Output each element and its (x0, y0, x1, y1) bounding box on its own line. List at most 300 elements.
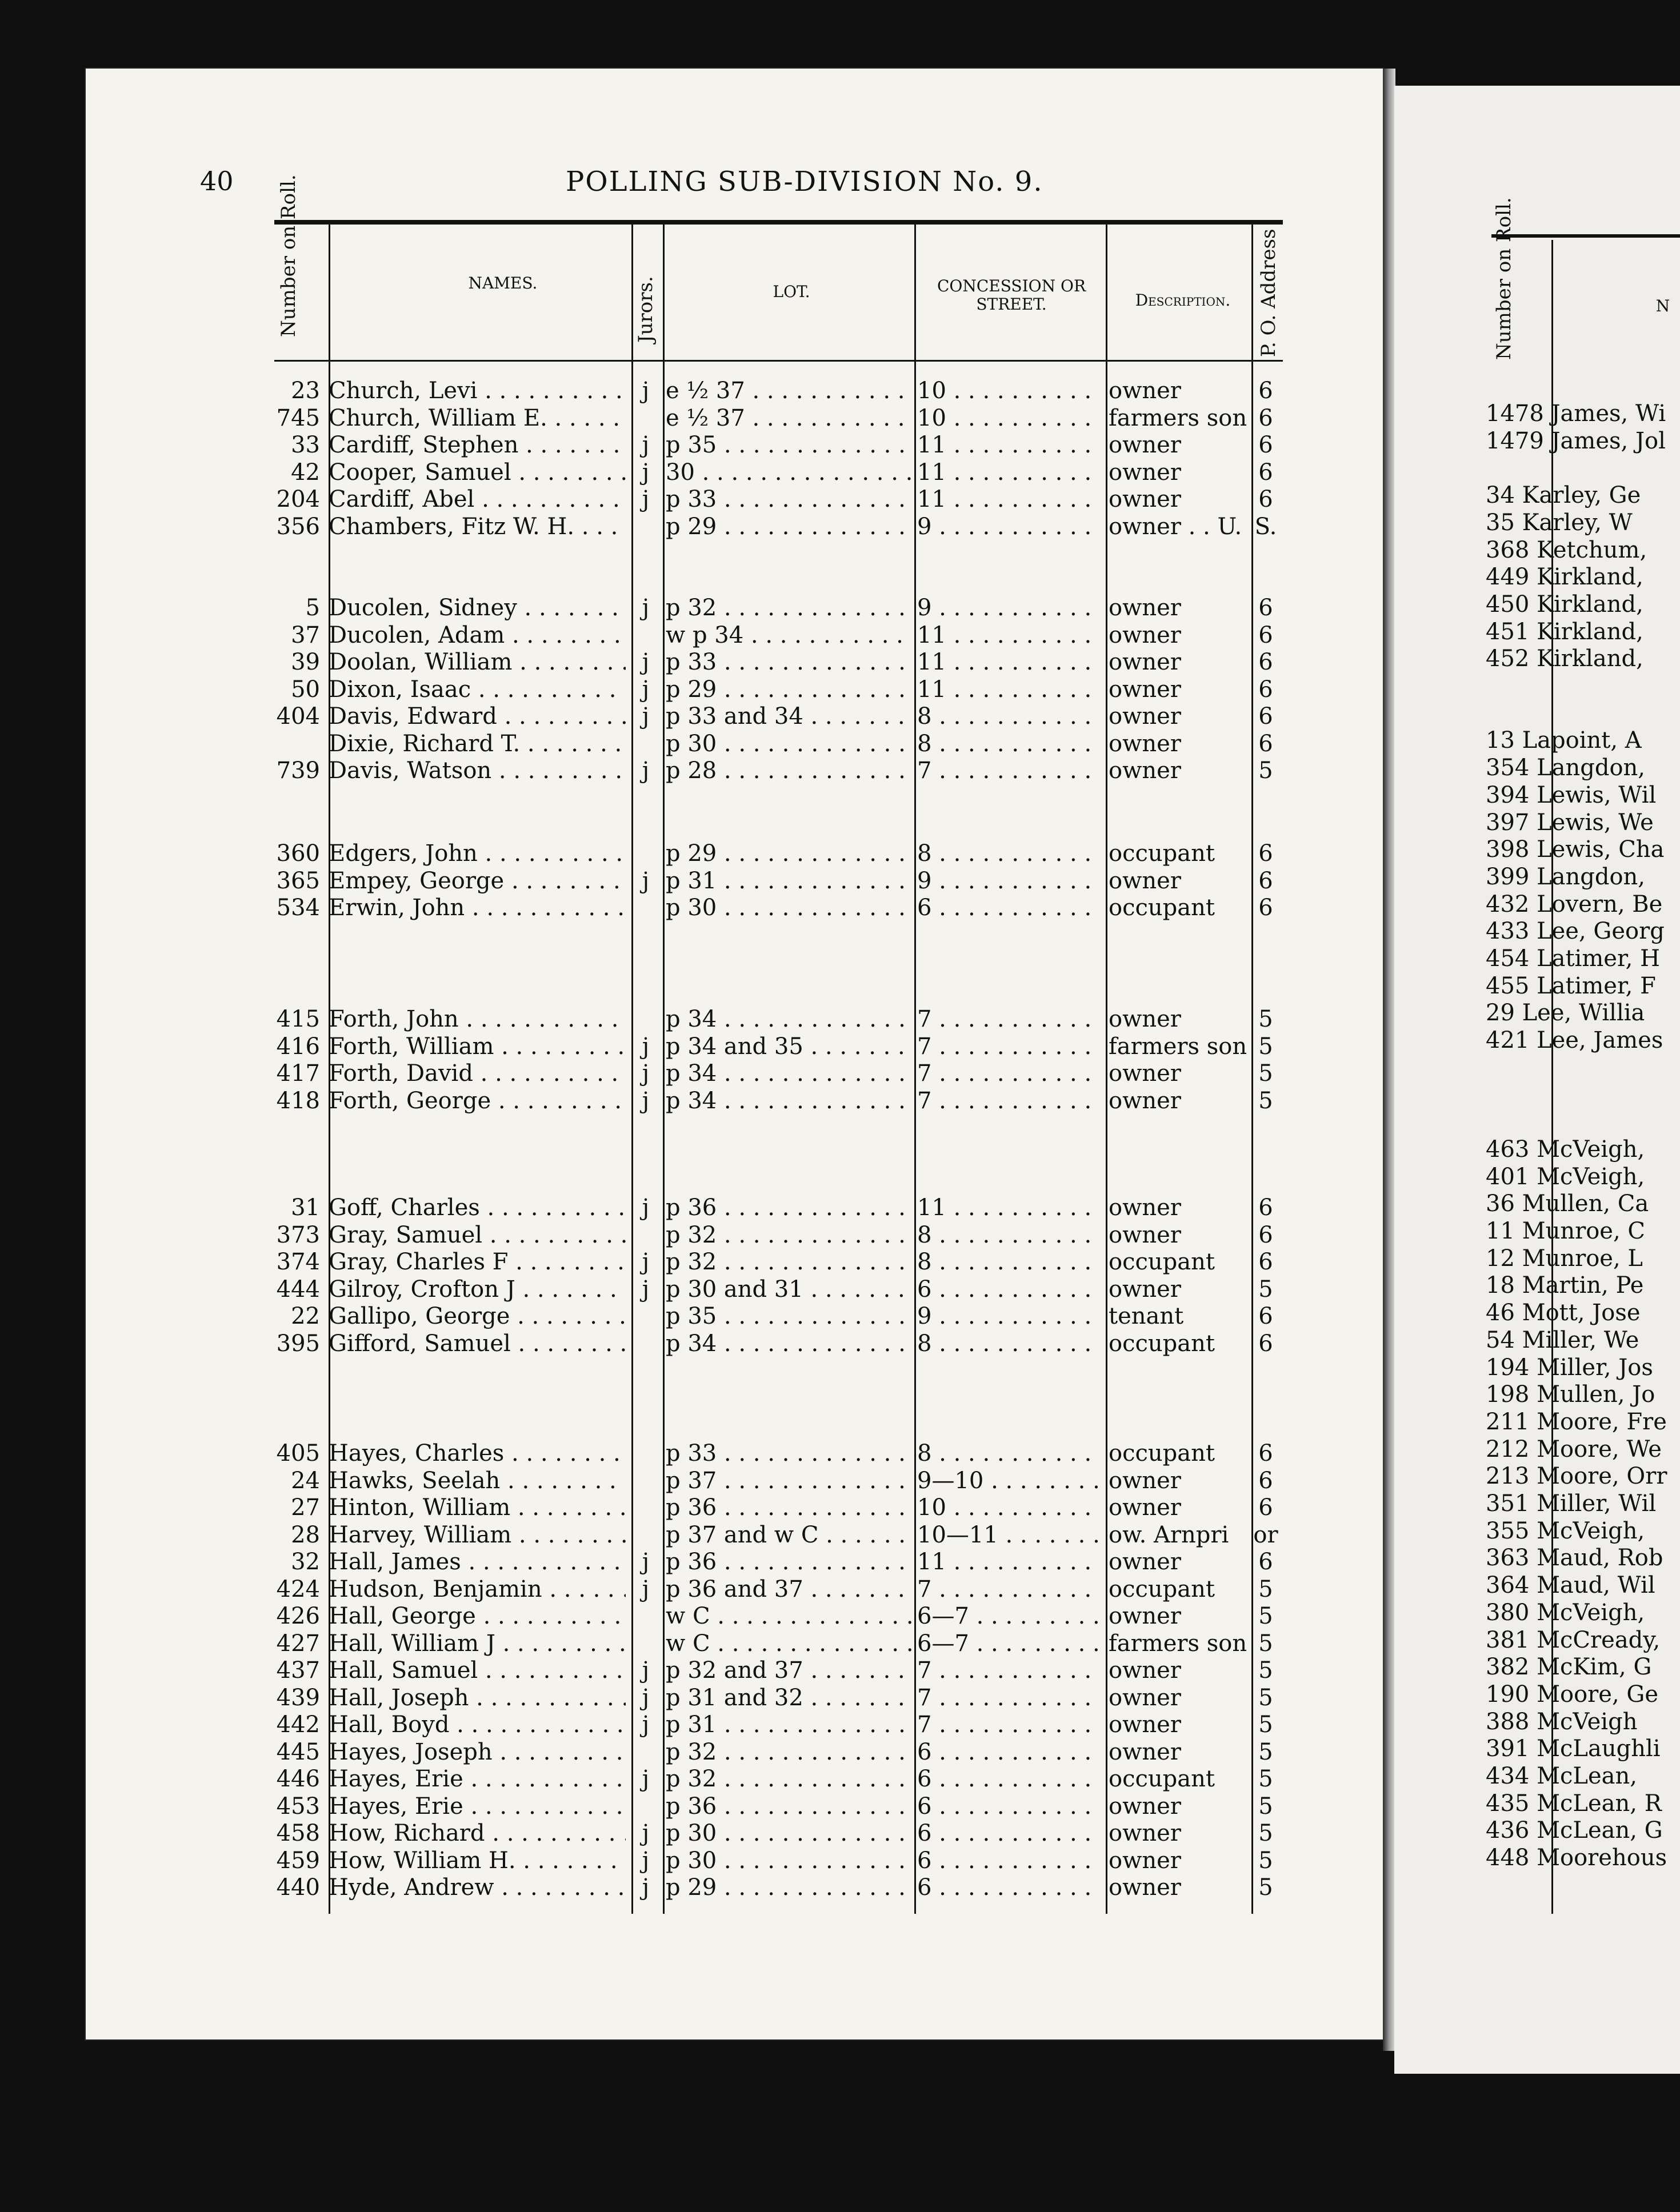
description-value: owner . . U. (1109, 513, 1242, 540)
concession-value: 6 . . . (917, 1820, 1100, 1847)
lot-value: p 31 . . . (666, 1711, 911, 1738)
juror-mark: j (642, 378, 650, 404)
list-item: 449 Kirkland, (1486, 564, 1643, 591)
juror-mark: j (642, 1087, 650, 1114)
po-address: 6 (1258, 649, 1273, 675)
description-value: occupant (1109, 1330, 1215, 1357)
description-value: owner (1109, 758, 1181, 784)
list-item: 432 Lovern, Be (1486, 891, 1663, 917)
lot-value: p 30 . . . (666, 894, 911, 921)
juror-mark: j (642, 1766, 650, 1792)
juror-mark: j (642, 459, 650, 486)
description-value: owner (1109, 486, 1181, 512)
juror-mark: j (642, 1060, 650, 1087)
list-item (1486, 1108, 1680, 1136)
voter-name: Chambers, Fitz W. H. . . . (329, 513, 626, 540)
description-value: owner (1109, 1087, 1181, 1114)
concession-column-header: CONCESSION OR STREET. (937, 276, 1086, 314)
description-value: owner (1109, 676, 1181, 703)
description-value: owner (1109, 1793, 1181, 1820)
voter-name: Hawks, Seelah . . . (329, 1467, 626, 1494)
lot-value: p 36 and 37 . . . (666, 1576, 911, 1603)
list-item: 35 Karley, W (1486, 509, 1633, 536)
lot-value: p 33 and 34 . . . (666, 703, 911, 730)
list-item: 388 McVeigh (1486, 1708, 1638, 1735)
lot-value: p 32 . . . (666, 1765, 911, 1793)
list-item: 11 Munroe, C (1486, 1218, 1646, 1244)
concession-value: 10—11 . . . (917, 1521, 1100, 1549)
description-value: owner (1109, 1684, 1181, 1711)
list-item: 34 Karley, Ge (1486, 482, 1641, 509)
lot-value: p 30 . . . (666, 1847, 911, 1874)
page-number: 40 (200, 166, 234, 197)
lot-value: p 29 . . . (666, 513, 911, 540)
roll-number: 444 (276, 1276, 320, 1303)
roll-number: 22 (291, 1303, 320, 1329)
description-value: owner (1109, 1738, 1181, 1765)
voter-name: Edgers, John . . . (329, 840, 626, 867)
description-value: tenant (1109, 1303, 1184, 1329)
lot-value: p 34 . . . (666, 1005, 911, 1033)
roll-number: 32 (291, 1549, 320, 1575)
lot-value: p 33 . . . (666, 648, 911, 676)
po-address: 6 (1258, 1467, 1273, 1494)
roll-number: 39 (291, 649, 320, 675)
list-item: 452 Kirkland, (1486, 646, 1643, 672)
juror-mark: j (642, 1276, 650, 1303)
description-value: occupant (1109, 1249, 1215, 1275)
po-address: 5 (1258, 1276, 1273, 1303)
voter-name: Gifford, Samuel . . . (329, 1330, 626, 1357)
voter-name: Gallipo, George . . . (329, 1303, 626, 1330)
concession-value: 7 . . . (917, 1576, 1100, 1603)
description-value: owner (1109, 867, 1181, 894)
lot-value: p 32 . . . (666, 1221, 911, 1249)
description-column-header: Description. (1135, 291, 1231, 310)
list-item: 434 McLean, (1486, 1763, 1637, 1789)
description-value: owner (1109, 459, 1181, 486)
concession-value: 10 . . . (917, 404, 1100, 432)
voter-name: Dixon, Isaac . . . (329, 676, 626, 703)
voter-name: Cardiff, Stephen . . . (329, 431, 626, 459)
list-item (1486, 672, 1680, 700)
description-value: owner (1109, 1874, 1181, 1901)
roll-number: 427 (276, 1630, 320, 1657)
concession-value: 7 . . . (917, 1684, 1100, 1712)
roll-number: 416 (276, 1033, 320, 1060)
concession-value: 6—7 . . . (917, 1602, 1100, 1630)
description-value: owner (1109, 730, 1181, 757)
names-column-header: NAMES. (468, 274, 538, 292)
concession-value: 11 . . . (917, 622, 1100, 649)
po-address: 6 (1258, 1303, 1273, 1329)
concession-value: 7 . . . (917, 1005, 1100, 1033)
description-value: owner (1109, 1712, 1181, 1738)
list-item: 454 Latimer, H (1486, 945, 1660, 972)
voter-name: Hall, Samuel . . . (329, 1657, 626, 1684)
list-item: 1478 James, Wi (1486, 400, 1666, 427)
juror-mark: j (642, 1576, 650, 1602)
list-item: 382 McKim, G (1486, 1654, 1652, 1681)
description-value: owner (1109, 432, 1181, 458)
description-value: occupant (1109, 1576, 1215, 1602)
voter-name: Gilroy, Crofton J . . . (329, 1276, 626, 1303)
po-address: 6 (1258, 1221, 1273, 1248)
jurors-column-header: Jurors. (634, 276, 657, 343)
list-item: 450 Kirkland, (1486, 591, 1643, 618)
po-address: 5 (1258, 1738, 1273, 1765)
lot-column-header: LOT. (773, 282, 810, 301)
concession-value: 9 . . . (917, 867, 1100, 895)
header-rule-top (274, 220, 1283, 225)
roll-number: 418 (276, 1087, 320, 1114)
voter-name: Hudson, Benjamin . . . (329, 1576, 626, 1603)
description-value: occupant (1109, 1440, 1215, 1466)
list-item (1486, 1081, 1680, 1109)
concession-value: 6 . . . (917, 1847, 1100, 1874)
po-address: 6 (1258, 730, 1273, 757)
column-divider (1106, 223, 1107, 1914)
po-address: 6 (1258, 1440, 1273, 1466)
lot-value: p 34 . . . (666, 1330, 911, 1357)
voter-name: Church, William E. . . . (329, 404, 626, 432)
right-header-rule (1491, 234, 1680, 238)
lot-value: w C . . . (666, 1602, 911, 1630)
description-value: owner (1109, 1467, 1181, 1494)
roll-number: 31 (291, 1195, 320, 1221)
list-item: 36 Mullen, Ca (1486, 1191, 1649, 1217)
po-address: 6 (1258, 622, 1273, 648)
po-address: 6 (1258, 486, 1273, 512)
po-address: 6 (1258, 432, 1273, 458)
concession-value: 9 . . . (917, 513, 1100, 540)
concession-value: 7 . . . (917, 1087, 1100, 1115)
voter-name: Erwin, John . . . (329, 894, 626, 921)
lot-value: e ½ 37 . . . (666, 404, 911, 432)
voter-name: How, Richard . . . (329, 1820, 626, 1847)
po-address: 5 (1258, 758, 1273, 784)
list-item: 381 McCready, (1486, 1626, 1661, 1653)
list-item: 455 Latimer, F (1486, 972, 1656, 999)
po-address: 5 (1258, 1847, 1273, 1874)
lot-value: p 33 . . . (666, 486, 911, 513)
list-item (1486, 1054, 1680, 1081)
list-item: 436 McLean, G (1486, 1817, 1663, 1844)
po-address: 5 (1258, 1766, 1273, 1792)
column-divider (631, 223, 633, 1914)
description-value: owner (1109, 1060, 1181, 1087)
juror-mark: j (642, 1712, 650, 1738)
roll-number: 458 (276, 1820, 320, 1846)
concession-value: 6 . . . (917, 1765, 1100, 1793)
roll-number: 42 (291, 459, 320, 486)
list-item: 198 Mullen, Jo (1486, 1381, 1655, 1408)
concession-value: 10 . . . (917, 377, 1100, 404)
voter-name: Cooper, Samuel . . . (329, 459, 626, 486)
book-gutter (1383, 69, 1395, 2051)
voter-name: Hayes, Charles . . . (329, 1440, 626, 1467)
lot-value: p 34 . . . (666, 1060, 911, 1087)
lot-value: w p 34 . . . (666, 622, 911, 649)
concession-value: 8 . . . (917, 1330, 1100, 1357)
list-item: 213 Moore, Orr (1486, 1463, 1667, 1490)
description-value: owner (1109, 703, 1181, 730)
list-item: 54 Miller, We (1486, 1327, 1639, 1353)
voter-name: Hall, George . . . (329, 1602, 626, 1630)
concession-value: 8 . . . (917, 1440, 1100, 1467)
right-names-column-header: N (1655, 296, 1670, 315)
list-item: 18 Martin, Pe (1486, 1272, 1644, 1299)
po-address: 6 (1258, 459, 1273, 486)
concession-value: 6 . . . (917, 1793, 1100, 1820)
list-item (1486, 454, 1680, 482)
list-item: 397 Lewis, We (1486, 809, 1654, 836)
lot-value: p 30 . . . (666, 730, 911, 758)
description-value: owner (1109, 1820, 1181, 1846)
voter-name: Hall, Boyd . . . (329, 1711, 626, 1738)
voter-name: Forth, George . . . (329, 1087, 626, 1115)
concession-value: 11 . . . (917, 486, 1100, 513)
lot-value: p 35 . . . (666, 1303, 911, 1330)
roll-number: 50 (291, 676, 320, 703)
list-item: 448 Moorehous (1486, 1845, 1667, 1872)
concession-value: 6 . . . (917, 1738, 1100, 1766)
juror-mark: j (642, 1874, 650, 1901)
po-address: 5 (1258, 1684, 1273, 1711)
description-value: owner (1109, 1195, 1181, 1221)
list-item (1486, 700, 1680, 727)
concession-value: 11 . . . (917, 1194, 1100, 1221)
lot-value: p 33 . . . (666, 1440, 911, 1467)
roll-number: 439 (276, 1684, 320, 1711)
po-address: 6 (1258, 1195, 1273, 1221)
voter-name: How, William H. . . . (329, 1847, 626, 1874)
voter-name: Hinton, William . . . (329, 1494, 626, 1521)
roll-number: 204 (276, 486, 320, 512)
description-value: occupant (1109, 1766, 1215, 1792)
roll-number: 37 (291, 622, 320, 648)
po-address: 5 (1258, 1874, 1273, 1901)
column-divider (663, 223, 665, 1914)
juror-mark: j (642, 432, 650, 458)
lot-value: p 35 . . . (666, 431, 911, 459)
voter-name: Ducolen, Adam . . . (329, 622, 626, 649)
lot-value: p 32 . . . (666, 1248, 911, 1276)
juror-mark: j (642, 1195, 650, 1221)
list-item: 364 Maud, Wil (1486, 1572, 1655, 1599)
list-item: 354 Langdon, (1486, 755, 1646, 782)
voter-name: Forth, John . . . (329, 1005, 626, 1033)
concession-value: 7 . . . (917, 1060, 1100, 1087)
voter-name: Hyde, Andrew . . . (329, 1874, 626, 1901)
voter-name: Gray, Charles F . . . (329, 1248, 626, 1276)
lot-value: 30 . . . (666, 459, 911, 486)
concession-value: 11 . . . (917, 676, 1100, 703)
voter-name: Dixie, Richard T. . . . (329, 730, 626, 758)
juror-mark: j (642, 703, 650, 730)
voter-name: Cardiff, Abel . . . (329, 486, 626, 513)
po-address: 6 (1258, 1330, 1273, 1357)
list-item: 1479 James, Jol (1486, 427, 1666, 454)
list-item: 394 Lewis, Wil (1486, 782, 1657, 808)
voter-name: Forth, David . . . (329, 1060, 626, 1087)
lot-value: p 29 . . . (666, 676, 911, 703)
list-item: 13 Lapoint, A (1486, 727, 1642, 754)
voter-name: Goff, Charles . . . (329, 1194, 626, 1221)
page-header (200, 166, 1286, 211)
lot-value: p 32 . . . (666, 1738, 911, 1766)
list-item: 401 McVeigh, (1486, 1163, 1645, 1190)
roll-number: 24 (291, 1467, 320, 1494)
po-column-header: P. O. Address (1257, 229, 1280, 357)
concession-value: 7 . . . (917, 1711, 1100, 1738)
voter-name: Hall, William J . . . (329, 1630, 626, 1657)
po-address: 6 (1258, 1494, 1273, 1521)
concession-value: 6—7 . . . (917, 1630, 1100, 1657)
lot-value: p 37 . . . (666, 1467, 911, 1494)
description-value: owner (1109, 1603, 1181, 1629)
description-value: owner (1109, 1006, 1181, 1032)
concession-value: 7 . . . (917, 1033, 1100, 1060)
list-item: 211 Moore, Fre (1486, 1408, 1667, 1435)
description-value: owner (1109, 1221, 1181, 1248)
concession-value: 9—10 . . . (917, 1467, 1100, 1494)
po-address: 6 (1258, 895, 1273, 921)
roll-number: 459 (276, 1847, 320, 1874)
list-item: 190 Moore, Ge (1486, 1681, 1659, 1708)
description-value: owner (1109, 1276, 1181, 1303)
po-address: 5 (1258, 1576, 1273, 1602)
po-address: 6 (1258, 840, 1273, 867)
po-address: 6 (1258, 404, 1273, 431)
po-address: 6 (1258, 1549, 1273, 1575)
list-item: 451 Kirkland, (1486, 618, 1643, 645)
lot-value: p 32 and 37 . . . (666, 1657, 911, 1684)
roll-number: 745 (276, 404, 320, 431)
po-address: 5 (1258, 1712, 1273, 1738)
concession-value: 7 . . . (917, 1657, 1100, 1684)
roll-number: 453 (276, 1793, 320, 1820)
voter-name: Hayes, Joseph . . . (329, 1738, 626, 1766)
description-value: owner (1109, 649, 1181, 675)
lot-value: e ½ 37 . . . (666, 377, 911, 404)
voter-name: Doolan, William . . . (329, 648, 626, 676)
lot-value: p 30 and 31 . . . (666, 1276, 911, 1303)
roll-number: 356 (276, 513, 320, 540)
lot-value: p 36 . . . (666, 1494, 911, 1521)
roll-number: 5 (305, 595, 320, 621)
concession-value: 8 . . . (917, 1248, 1100, 1276)
roll-number: 23 (291, 378, 320, 404)
concession-value: 11 . . . (917, 459, 1100, 486)
concession-value: 9 . . . (917, 594, 1100, 622)
lot-value: p 34 . . . (666, 1087, 911, 1115)
lot-value: p 36 . . . (666, 1793, 911, 1820)
roll-number: 417 (276, 1060, 320, 1087)
voter-name: Hall, Joseph . . . (329, 1684, 626, 1712)
po-address: 6 (1258, 867, 1273, 894)
list-item: 212 Moore, We (1486, 1436, 1662, 1462)
lot-value: p 29 . . . (666, 840, 911, 867)
list-item: 399 Langdon, (1486, 863, 1646, 890)
po-address: 5 (1258, 1793, 1273, 1820)
juror-mark: j (642, 1033, 650, 1060)
concession-value: 6 . . . (917, 1276, 1100, 1303)
list-item: 363 Maud, Rob (1486, 1545, 1663, 1572)
juror-mark: j (642, 867, 650, 894)
juror-mark: j (642, 758, 650, 784)
voter-name: Hayes, Erie . . . (329, 1765, 626, 1793)
list-item: 355 McVeigh, (1486, 1517, 1645, 1544)
roll-number: 446 (276, 1766, 320, 1792)
lot-value: p 28 . . . (666, 757, 911, 784)
voter-name: Hall, James . . . (329, 1548, 626, 1576)
concession-value: 9 . . . (917, 1303, 1100, 1330)
voter-name: Gray, Samuel . . . (329, 1221, 626, 1249)
lot-value: p 36 . . . (666, 1194, 911, 1221)
roll-number: 374 (276, 1249, 320, 1275)
description-value: owner (1109, 595, 1181, 621)
list-item: 194 Miller, Jos (1486, 1354, 1653, 1381)
list-item: 46 Mott, Jose (1486, 1300, 1641, 1327)
description-value: owner (1109, 622, 1181, 648)
header-rule-bottom (274, 360, 1283, 362)
roll-number: 437 (276, 1657, 320, 1684)
po-address: 5 (1258, 1657, 1273, 1684)
juror-mark: j (642, 1549, 650, 1575)
list-item: 463 McVeigh, (1486, 1136, 1645, 1163)
roll-number: 426 (276, 1603, 320, 1629)
list-item: 391 McLaughli (1486, 1736, 1661, 1762)
lot-value: p 34 and 35 . . . (666, 1033, 911, 1060)
voter-name: Davis, Edward . . . (329, 703, 626, 730)
list-item: 398 Lewis, Cha (1486, 836, 1665, 863)
description-value: occupant (1109, 895, 1215, 921)
roll-number: 424 (276, 1576, 320, 1602)
description-value: ow. Arnpri (1109, 1521, 1229, 1548)
list-item: 435 McLean, R (1486, 1790, 1662, 1817)
list-item: 368 Ketchum, (1486, 536, 1647, 563)
po-address: 6 (1258, 378, 1273, 404)
roll-number: 373 (276, 1221, 320, 1248)
juror-mark: j (642, 595, 650, 621)
list-item: 12 Munroe, L (1486, 1245, 1643, 1272)
column-divider (914, 223, 916, 1914)
lot-value: w C . . . (666, 1630, 911, 1657)
juror-mark: j (642, 1684, 650, 1711)
voter-name: Empey, George . . . (329, 867, 626, 895)
concession-value: 6 . . . (917, 1874, 1100, 1901)
po-address: 6 (1258, 703, 1273, 730)
voter-name: Ducolen, Sidney . . . (329, 594, 626, 622)
roll-number: 534 (276, 895, 320, 921)
juror-mark: j (642, 1249, 650, 1275)
description-value: owner (1109, 1494, 1181, 1521)
po-address: 5 (1258, 1630, 1273, 1657)
description-value: owner (1109, 1549, 1181, 1575)
lot-value: p 32 . . . (666, 594, 911, 622)
lot-value: p 37 and w C . . . (666, 1521, 911, 1549)
concession-value: 11 . . . (917, 648, 1100, 676)
lot-value: p 29 . . . (666, 1874, 911, 1901)
po-address: S. (1254, 513, 1277, 540)
juror-mark: j (642, 649, 650, 675)
description-value: farmers son (1109, 1630, 1247, 1657)
lot-value: p 31 and 32 . . . (666, 1684, 911, 1712)
roll-number: 440 (276, 1874, 320, 1901)
roll-number: 404 (276, 703, 320, 730)
po-address: 6 (1258, 595, 1273, 621)
